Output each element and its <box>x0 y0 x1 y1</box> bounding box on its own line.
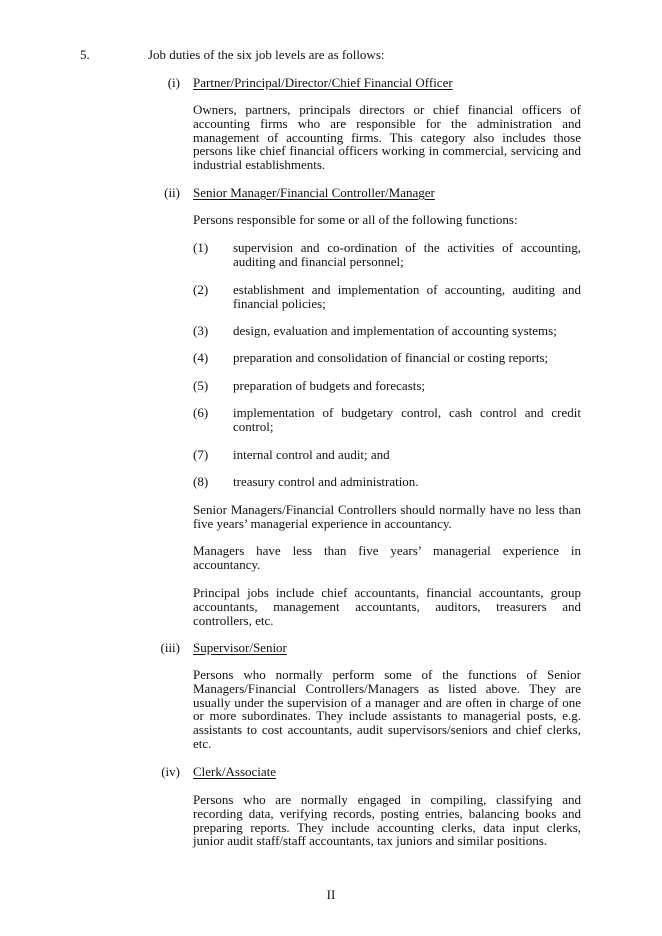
function-item: preparation and consolidation of financial or costing reports; <box>233 350 549 365</box>
function-number: (3) <box>193 323 209 338</box>
function-number: (6) <box>193 405 209 420</box>
paragraph: Persons who normally perform some of the functions of Senior Managers/Financial Controllers/Managers as listed above. They are usually under the supervision of a manager and are often in charge of one or more subordinates. They include assistants to managerial posts, e.g. assistants to cost accountants, audit supervisors/seniors and chief clerks, etc. <box>193 667 581 751</box>
function-number: (7) <box>193 447 209 462</box>
function-number: (2) <box>193 282 209 297</box>
function-number: (5) <box>193 378 209 393</box>
function-item: treasury control and administration. <box>233 474 419 489</box>
level-label: (i) <box>167 75 180 90</box>
function-item: design, evaluation and implementation of accounting systems; <box>233 323 557 338</box>
level-title: Clerk/Associate <box>193 764 277 779</box>
level-title: Senior Manager/Financial Controller/Manager <box>193 185 435 200</box>
level-label: (ii) <box>164 185 180 200</box>
paragraph: Persons who are normally engaged in compiling, classifying and recording data, verifying records, posting entries, balancing books and preparing reports. They include accounting clerks, data input clerks, junior audit staff/staff accountants, tax juniors and similar positions. <box>193 792 581 849</box>
paragraph: Persons responsible for some or all of the following functions: <box>193 212 518 227</box>
section-number: 5. <box>80 47 90 62</box>
function-number: (4) <box>193 350 209 365</box>
level-label: (iii) <box>160 640 180 655</box>
level-title: Partner/Principal/Director/Chief Financial Officer <box>193 75 453 90</box>
page-number: II <box>326 887 336 902</box>
paragraph: Principal jobs include chief accountants, financial accountants, group accountants, management accountants, auditors, treasurers and controllers, etc. <box>193 585 581 628</box>
paragraph: Senior Managers/Financial Controllers should normally have no less than five years’ managerial experience in accountancy. <box>193 502 581 531</box>
level-title: Supervisor/Senior <box>193 640 287 655</box>
paragraph: Managers have less than five years’ managerial experience in accountancy. <box>193 543 581 572</box>
function-number: (1) <box>193 240 209 255</box>
section-intro: Job duties of the six job levels are as follows: <box>148 47 385 62</box>
paragraph: Owners, partners, principals directors or chief financial officers of accounting firms who are responsible for the administration and management of accounting firms. This category also includes those persons like chief financial officers working in commercial, servicing and industrial establishments. <box>193 102 581 173</box>
function-item: preparation of budgets and forecasts; <box>233 378 426 393</box>
function-item: internal control and audit; and <box>233 447 390 462</box>
level-label: (iv) <box>161 764 180 779</box>
function-item: establishment and implementation of accounting, auditing and financial policies; <box>233 282 581 311</box>
function-number: (8) <box>193 474 209 489</box>
function-item: supervision and co-ordination of the activities of accounting, auditing and financial personnel; <box>233 240 581 269</box>
function-item: implementation of budgetary control, cash control and credit control; <box>233 405 581 434</box>
